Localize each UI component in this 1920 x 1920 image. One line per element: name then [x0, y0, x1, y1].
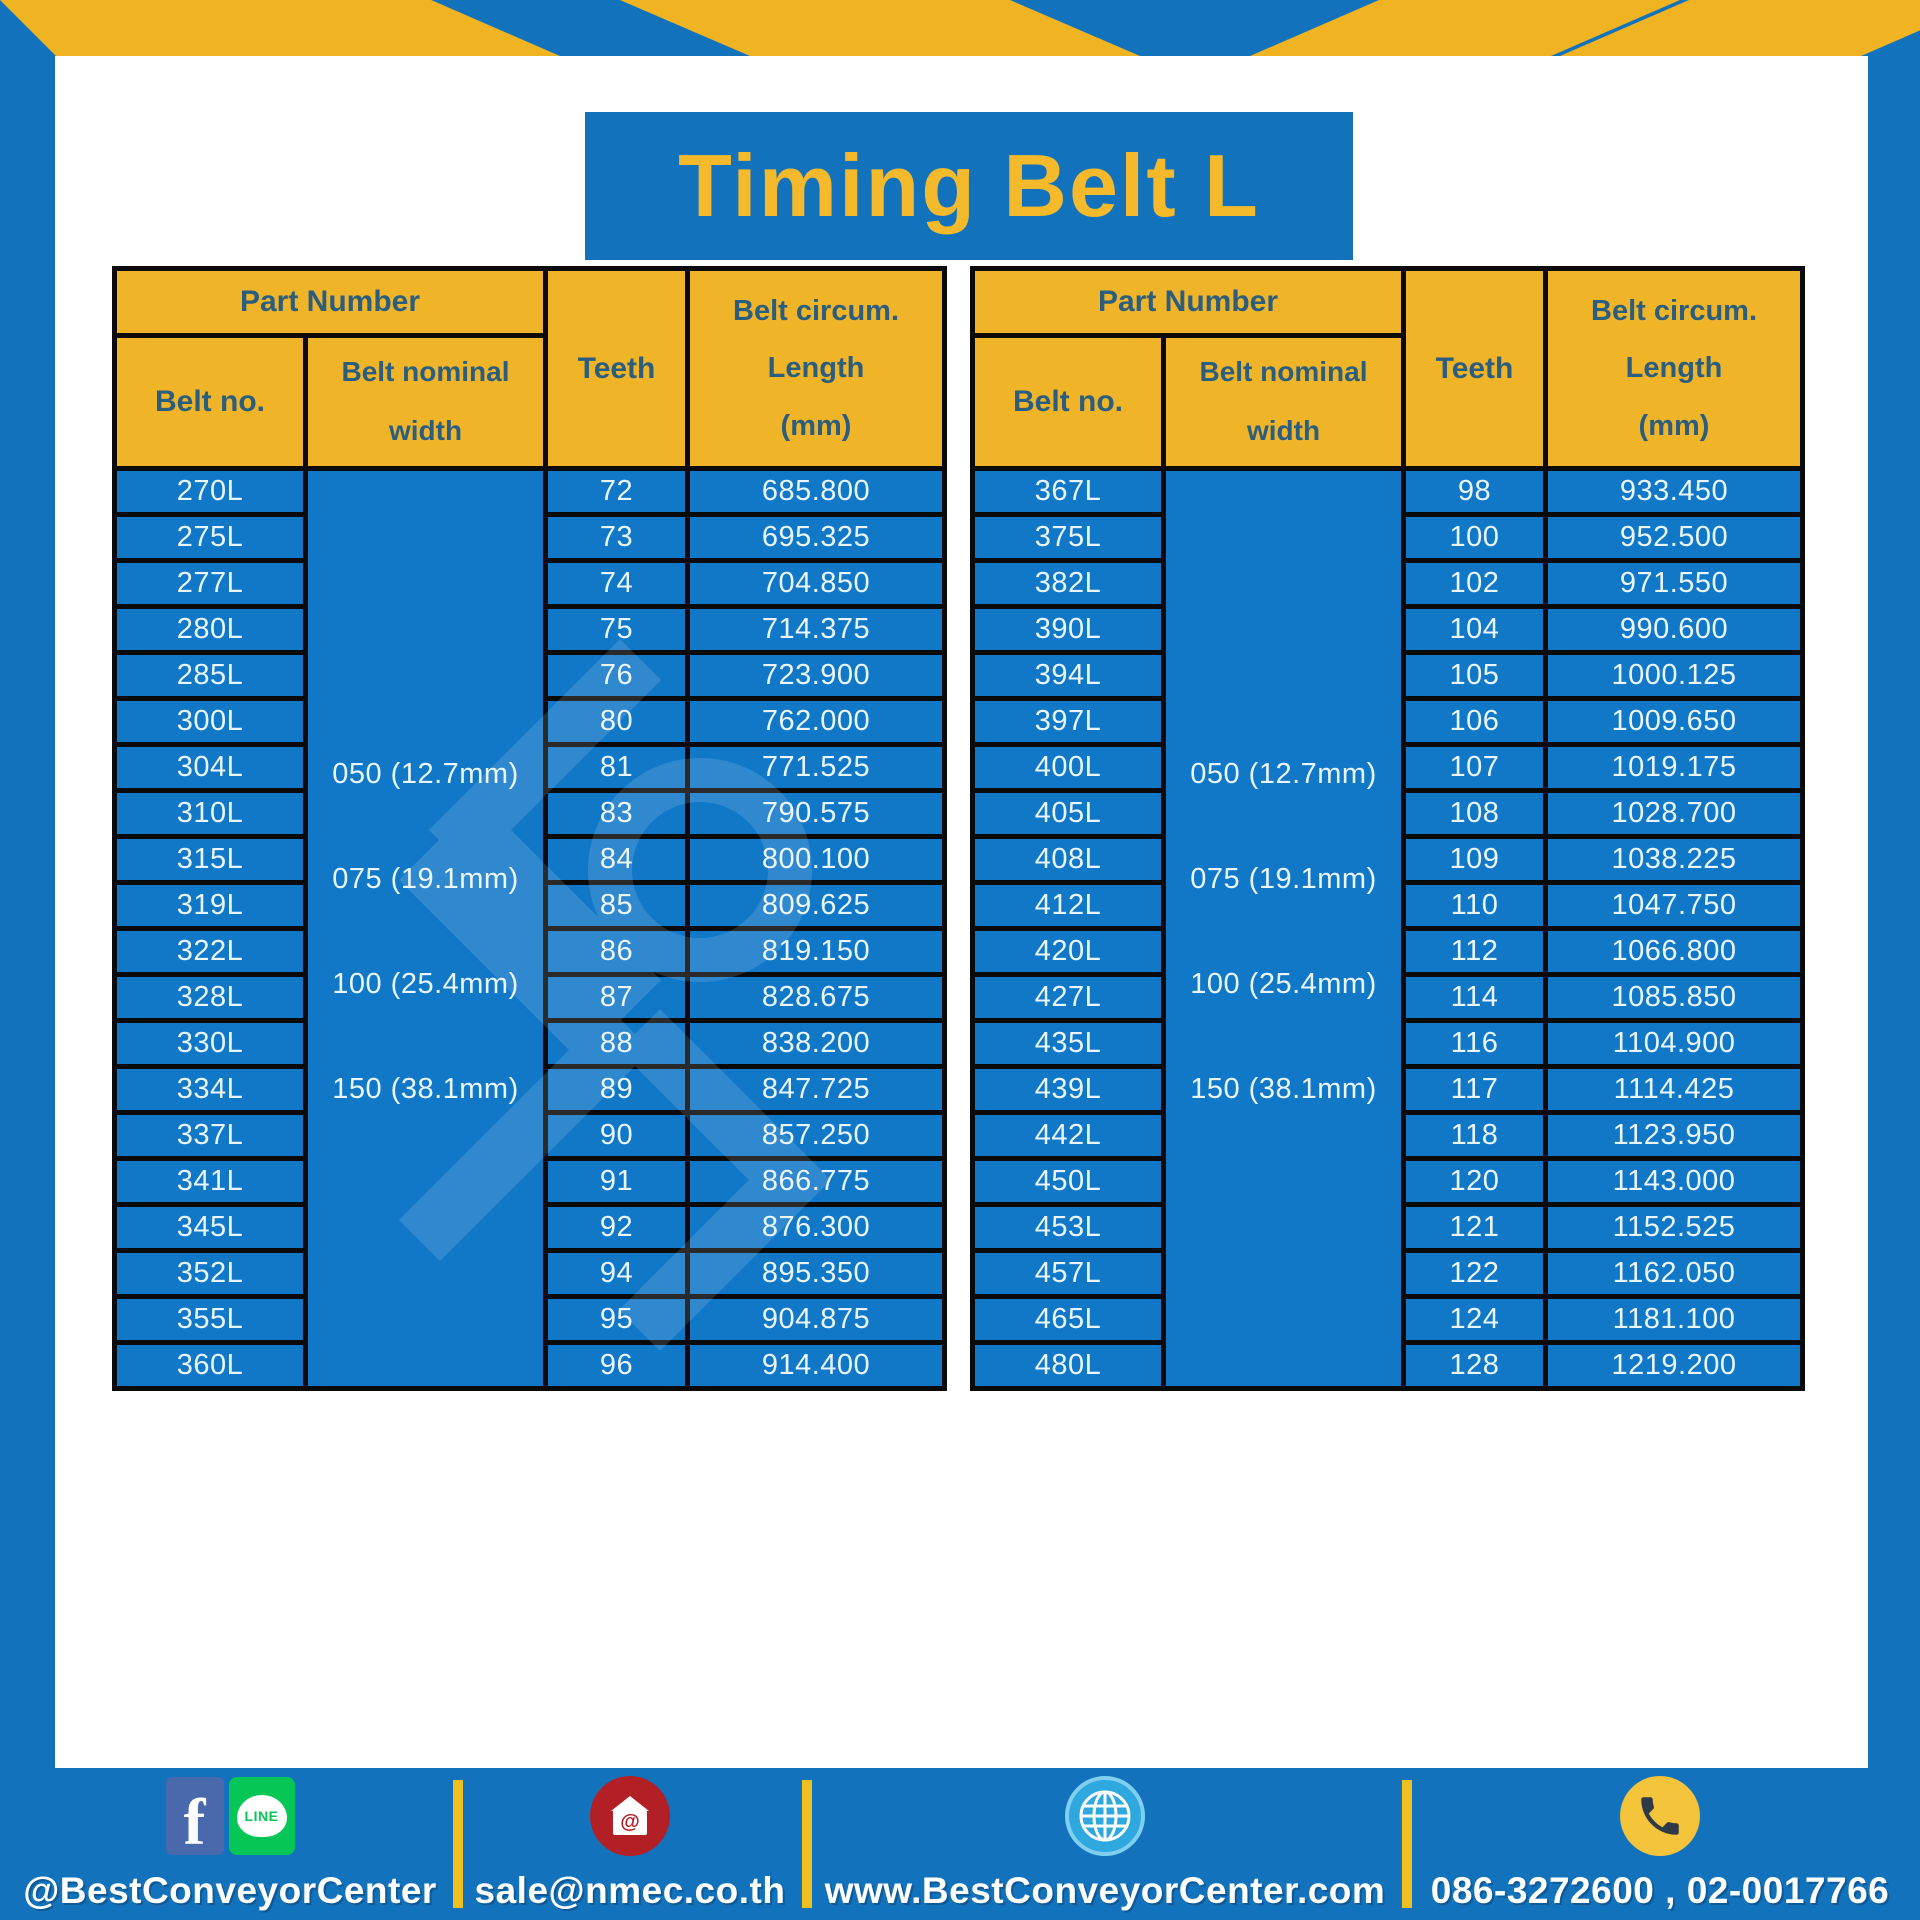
- length-cell: 695.325: [690, 517, 942, 558]
- title-banner: [585, 112, 1353, 260]
- teeth-cell: 100: [1406, 517, 1543, 558]
- phone-icon: [1620, 1776, 1700, 1856]
- belt-no-cell: 397L: [975, 701, 1161, 742]
- teeth-cell: 85: [548, 885, 685, 926]
- teeth-cell: 120: [1406, 1161, 1543, 1202]
- teeth-cell: 83: [548, 793, 685, 834]
- belt-circum-line: Belt circum.: [1591, 294, 1757, 327]
- length-cell: 1114.425: [1548, 1069, 1800, 1110]
- belt-no-cell: 341L: [117, 1161, 303, 1202]
- belt-no-cell: 480L: [975, 1345, 1161, 1386]
- teeth-header: Teeth: [1406, 271, 1543, 466]
- teeth-cell: 117: [1406, 1069, 1543, 1110]
- belt-no-cell: 439L: [975, 1069, 1161, 1110]
- belt-no-cell: 322L: [117, 931, 303, 972]
- footer-email-section: [470, 1774, 790, 1920]
- length-cell: 1152.525: [1548, 1207, 1800, 1248]
- belt-table-right: [970, 266, 1805, 1391]
- belt-table-left: [112, 266, 947, 1391]
- teeth-cell: 109: [1406, 839, 1543, 880]
- belt-no-cell: 420L: [975, 931, 1161, 972]
- teeth-cell: 72: [548, 471, 685, 512]
- teeth-cell: 128: [1406, 1345, 1543, 1386]
- teeth-cell: 90: [548, 1115, 685, 1156]
- length-cell: 1009.650: [1548, 701, 1800, 742]
- length-cell: 771.525: [690, 747, 942, 788]
- belt-no-cell: 337L: [117, 1115, 303, 1156]
- length-cell: 704.850: [690, 563, 942, 604]
- belt-no-cell: 450L: [975, 1161, 1161, 1202]
- belt-no-header: Belt no.: [117, 338, 303, 466]
- length-cell: 1028.700: [1548, 793, 1800, 834]
- width-label: 150 (38.1mm): [1190, 1073, 1377, 1105]
- teeth-cell: 91: [548, 1161, 685, 1202]
- teeth-cell: 124: [1406, 1299, 1543, 1340]
- teeth-header: Teeth: [548, 271, 685, 466]
- length-cell: 828.675: [690, 977, 942, 1018]
- length-cell: 1104.900: [1548, 1023, 1800, 1064]
- teeth-cell: 96: [548, 1345, 685, 1386]
- email-icon: [590, 1776, 670, 1856]
- length-cell: 685.800: [690, 471, 942, 512]
- hazard-stripe: [0, 0, 560, 56]
- length-cell: 1019.175: [1548, 747, 1800, 788]
- belt-no-cell: 280L: [117, 609, 303, 650]
- belt-no-cell: 319L: [117, 885, 303, 926]
- belt-width-header: Belt nominal width: [308, 338, 543, 466]
- teeth-cell: 116: [1406, 1023, 1543, 1064]
- teeth-cell: 122: [1406, 1253, 1543, 1294]
- left-frame-border: [0, 56, 55, 1920]
- length-cell: 1038.225: [1548, 839, 1800, 880]
- teeth-cell: 108: [1406, 793, 1543, 834]
- length-cell: 762.000: [690, 701, 942, 742]
- belt-no-cell: 442L: [975, 1115, 1161, 1156]
- belt-circum-line: Belt circum.: [733, 294, 899, 327]
- part-number-header: Part Number: [117, 271, 543, 333]
- footer-phone-section: [1420, 1774, 1900, 1920]
- teeth-cell: 112: [1406, 931, 1543, 972]
- teeth-cell: 118: [1406, 1115, 1543, 1156]
- teeth-cell: 107: [1406, 747, 1543, 788]
- length-cell: 1085.850: [1548, 977, 1800, 1018]
- belt-circum-line: (mm): [780, 409, 852, 442]
- length-cell: 838.200: [690, 1023, 942, 1064]
- width-label: 075 (19.1mm): [332, 863, 519, 895]
- belt-no-cell: 457L: [975, 1253, 1161, 1294]
- belt-no-header: Belt no.: [975, 338, 1161, 466]
- teeth-cell: 102: [1406, 563, 1543, 604]
- belt-no-cell: 352L: [117, 1253, 303, 1294]
- belt-no-cell: 270L: [117, 471, 303, 512]
- teeth-cell: 98: [1406, 471, 1543, 512]
- belt-no-cell: 435L: [975, 1023, 1161, 1064]
- length-cell: 819.150: [690, 931, 942, 972]
- length-cell: 714.375: [690, 609, 942, 650]
- teeth-cell: 94: [548, 1253, 685, 1294]
- width-label: 100 (25.4mm): [1190, 968, 1377, 1000]
- footer-divider: [802, 1780, 812, 1908]
- belt-circum-header: [690, 271, 942, 466]
- belt-no-cell: 330L: [117, 1023, 303, 1064]
- facebook-letter: f: [183, 1786, 206, 1855]
- belt-no-cell: 315L: [117, 839, 303, 880]
- teeth-cell: 95: [548, 1299, 685, 1340]
- belt-no-cell: 408L: [975, 839, 1161, 880]
- length-cell: 1219.200: [1548, 1345, 1800, 1386]
- length-cell: 723.900: [690, 655, 942, 696]
- footer-bar: [0, 1768, 1920, 1920]
- belt-no-cell: 367L: [975, 471, 1161, 512]
- belt-no-cell: 375L: [975, 517, 1161, 558]
- belt-circum-line: Length: [767, 352, 865, 385]
- teeth-cell: 81: [548, 747, 685, 788]
- width-label: 150 (38.1mm): [332, 1073, 519, 1105]
- email-label: sale@nmec.co.th: [474, 1870, 786, 1911]
- length-cell: 914.400: [690, 1345, 942, 1386]
- teeth-cell: 106: [1406, 701, 1543, 742]
- length-cell: 895.350: [690, 1253, 942, 1294]
- belt-no-cell: 382L: [975, 563, 1161, 604]
- length-cell: 1066.800: [1548, 931, 1800, 972]
- teeth-cell: 89: [548, 1069, 685, 1110]
- teeth-cell: 88: [548, 1023, 685, 1064]
- length-cell: 876.300: [690, 1207, 942, 1248]
- part-number-header: Part Number: [975, 271, 1401, 333]
- teeth-cell: 114: [1406, 977, 1543, 1018]
- teeth-cell: 105: [1406, 655, 1543, 696]
- teeth-cell: 73: [548, 517, 685, 558]
- belt-no-cell: 412L: [975, 885, 1161, 926]
- belt-no-cell: 275L: [117, 517, 303, 558]
- belt-no-cell: 310L: [117, 793, 303, 834]
- belt-no-cell: 360L: [117, 1345, 303, 1386]
- footer-divider: [1402, 1780, 1412, 1908]
- length-cell: 800.100: [690, 839, 942, 880]
- belt-circum-line: (mm): [1638, 409, 1710, 442]
- phone-numbers-label: 086-3272600 , 02-0017766: [1430, 1870, 1890, 1911]
- length-cell: 1143.000: [1548, 1161, 1800, 1202]
- teeth-cell: 86: [548, 931, 685, 972]
- teeth-cell: 75: [548, 609, 685, 650]
- length-cell: 1162.050: [1548, 1253, 1800, 1294]
- teeth-cell: 121: [1406, 1207, 1543, 1248]
- line-icon: [229, 1777, 295, 1855]
- teeth-cell: 74: [548, 563, 685, 604]
- length-cell: 1000.125: [1548, 655, 1800, 696]
- length-cell: 1123.950: [1548, 1115, 1800, 1156]
- length-cell: 990.600: [1548, 609, 1800, 650]
- length-cell: 866.775: [690, 1161, 942, 1202]
- globe-icon: [1065, 1776, 1145, 1856]
- belt-no-cell: 355L: [117, 1299, 303, 1340]
- teeth-cell: 104: [1406, 609, 1543, 650]
- right-frame-border: [1868, 56, 1920, 1920]
- belt-no-cell: 427L: [975, 977, 1161, 1018]
- social-handle-label: @BestConveyorCenter: [23, 1870, 437, 1911]
- page-title: Timing Belt L: [678, 136, 1260, 235]
- belt-no-cell: 334L: [117, 1069, 303, 1110]
- svg-text:@: @: [620, 1811, 640, 1833]
- belt-no-cell: 394L: [975, 655, 1161, 696]
- length-cell: 952.500: [1548, 517, 1800, 558]
- length-cell: 857.250: [690, 1115, 942, 1156]
- belt-width-header: Belt nominal width: [1166, 338, 1401, 466]
- line-bubble-text: LINE: [244, 1808, 279, 1824]
- belt-circum-header: [1548, 271, 1800, 466]
- hazard-stripe: [620, 0, 1140, 56]
- footer-divider: [453, 1780, 463, 1908]
- width-label: 100 (25.4mm): [332, 968, 519, 1000]
- teeth-cell: 87: [548, 977, 685, 1018]
- teeth-cell: 84: [548, 839, 685, 880]
- belt-circum-line: Length: [1625, 352, 1723, 385]
- width-label: 050 (12.7mm): [332, 758, 519, 790]
- facebook-icon: [166, 1777, 224, 1855]
- footer-website-section: [820, 1774, 1390, 1920]
- length-cell: 971.550: [1548, 563, 1800, 604]
- top-hazard-band: [0, 0, 1920, 56]
- website-label: www.BestConveyorCenter.com: [824, 1870, 1386, 1911]
- length-cell: 904.875: [690, 1299, 942, 1340]
- length-cell: 809.625: [690, 885, 942, 926]
- belt-no-cell: 465L: [975, 1299, 1161, 1340]
- length-cell: 1047.750: [1548, 885, 1800, 926]
- teeth-cell: 92: [548, 1207, 685, 1248]
- belt-no-cell: 285L: [117, 655, 303, 696]
- belt-width-merged-cell: [1166, 471, 1401, 1386]
- belt-no-cell: 390L: [975, 609, 1161, 650]
- belt-no-cell: 277L: [117, 563, 303, 604]
- belt-width-merged-cell: [308, 471, 543, 1386]
- belt-no-cell: 453L: [975, 1207, 1161, 1248]
- belt-no-cell: 400L: [975, 747, 1161, 788]
- belt-no-cell: 328L: [117, 977, 303, 1018]
- length-cell: 790.575: [690, 793, 942, 834]
- length-cell: 1181.100: [1548, 1299, 1800, 1340]
- teeth-cell: 110: [1406, 885, 1543, 926]
- belt-no-cell: 405L: [975, 793, 1161, 834]
- footer-social-section: [23, 1774, 437, 1920]
- teeth-cell: 76: [548, 655, 685, 696]
- teeth-cell: 80: [548, 701, 685, 742]
- length-cell: 847.725: [690, 1069, 942, 1110]
- line-bubble: [237, 1795, 287, 1837]
- length-cell: 933.450: [1548, 471, 1800, 512]
- belt-no-cell: 345L: [117, 1207, 303, 1248]
- belt-no-cell: 304L: [117, 747, 303, 788]
- width-label: 050 (12.7mm): [1190, 758, 1377, 790]
- width-label: 075 (19.1mm): [1190, 863, 1377, 895]
- belt-no-cell: 300L: [117, 701, 303, 742]
